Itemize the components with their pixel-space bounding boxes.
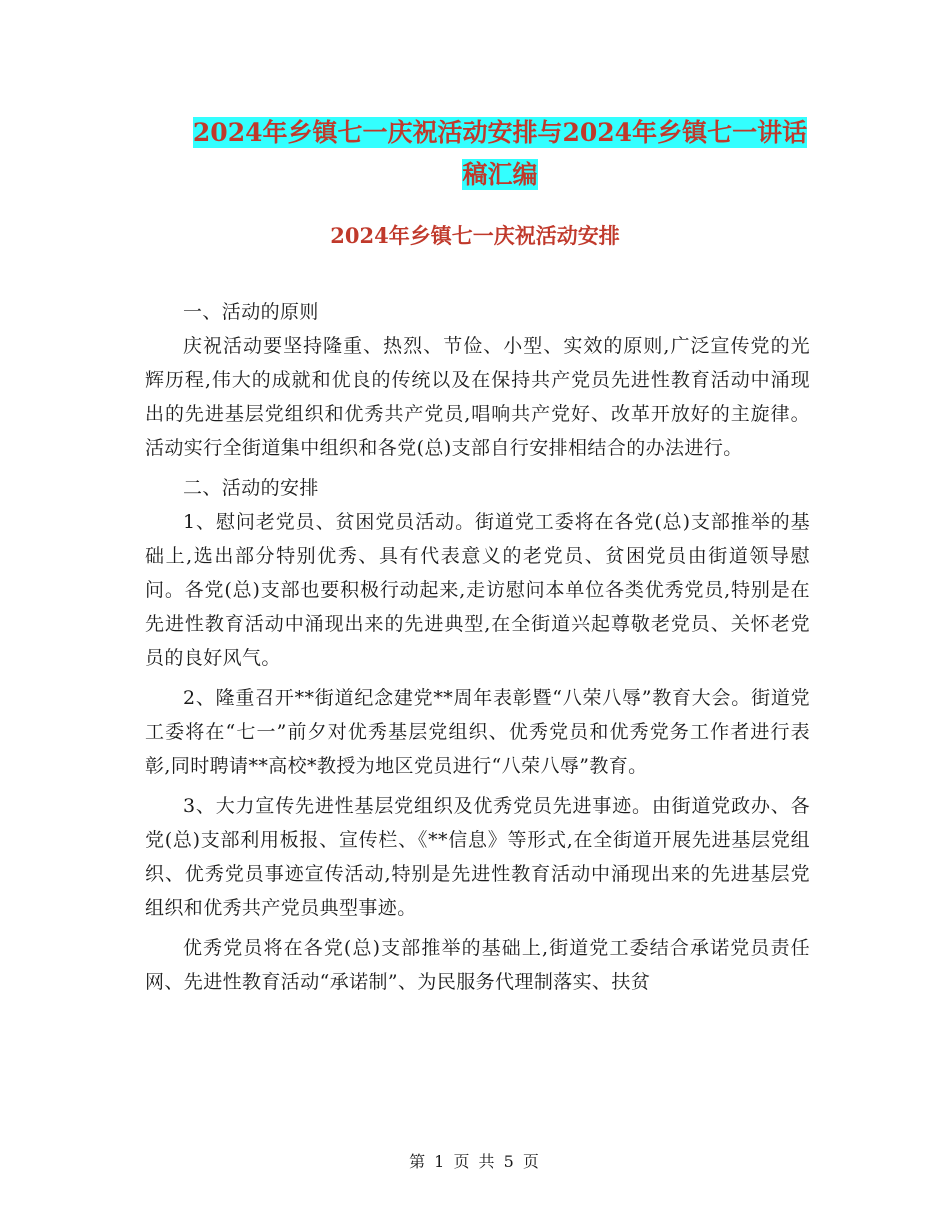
page-footer: 第 1 页 共 5 页 <box>409 1152 541 1171</box>
paragraph-item-3: 3、大力宣传先进性基层党组织及优秀党员先进事迹。由街道党政办、各党(总)支部利用板报、宣传栏、《**信息》等形式,在全街道开展先进基层党组织、优秀党员事迹宣传活动,特别是先进性教育活动中涌现出来的先进基层党组织和优秀共产党员典型事迹。 <box>145 795 810 919</box>
section-heading-arrangement: 二、活动的安排 <box>183 477 319 499</box>
document-body <box>145 295 810 1005</box>
paragraph-excellent-members: 优秀党员将在各党(总)支部推举的基础上,街道党工委结合承诺党员责任网、先进性教育活动“承诺制”、为民服务代理制落实、扶贫 <box>145 937 810 993</box>
document-title-line-2: 稿汇编 <box>462 160 538 189</box>
paragraph-item-2: 2、隆重召开**街道纪念建党**周年表彰暨“八荣八辱”教育大会。街道党工委将在“七一”前夕对优秀基层党组织、优秀党员和优秀党务工作者进行表彰,同时聘请**高校*教授为地区党员进行“八荣八辱”教育。 <box>145 687 810 777</box>
paragraph-item-1: 1、慰问老党员、贫困党员活动。街道党工委将在各党(总)支部推举的基础上,选出部分特别优秀、具有代表意义的老党员、贫困党员由街道领导慰问。各党(总)支部也要积极行动起来,走访慰问本单位各类优秀党员,特别是在先进性教育活动中涌现出来的先进典型,在全街道兴起尊敬老党员、关怀老党员的良好风气。 <box>145 511 810 669</box>
document-title-line-1: 2024年乡镇七一庆祝活动安排与2024年乡镇七一讲话 <box>192 118 808 147</box>
paragraph-principles: 庆祝活动要坚持隆重、热烈、节俭、小型、实效的原则,广泛宣传党的光辉历程,伟大的成就和优良的传统以及在保持共产党员先进性教育活动中涌现出的先进基层党组织和优秀共产党员,唱响共产党好、改革开放好的主旋律。活动实行全街道集中组织和各党(总)支部自行安排相结合的办法进行。 <box>145 335 810 459</box>
section-title: 2024年乡镇七一庆祝活动安排 <box>330 223 620 248</box>
section-heading-principles: 一、活动的原则 <box>183 301 319 323</box>
document-title <box>140 112 860 196</box>
